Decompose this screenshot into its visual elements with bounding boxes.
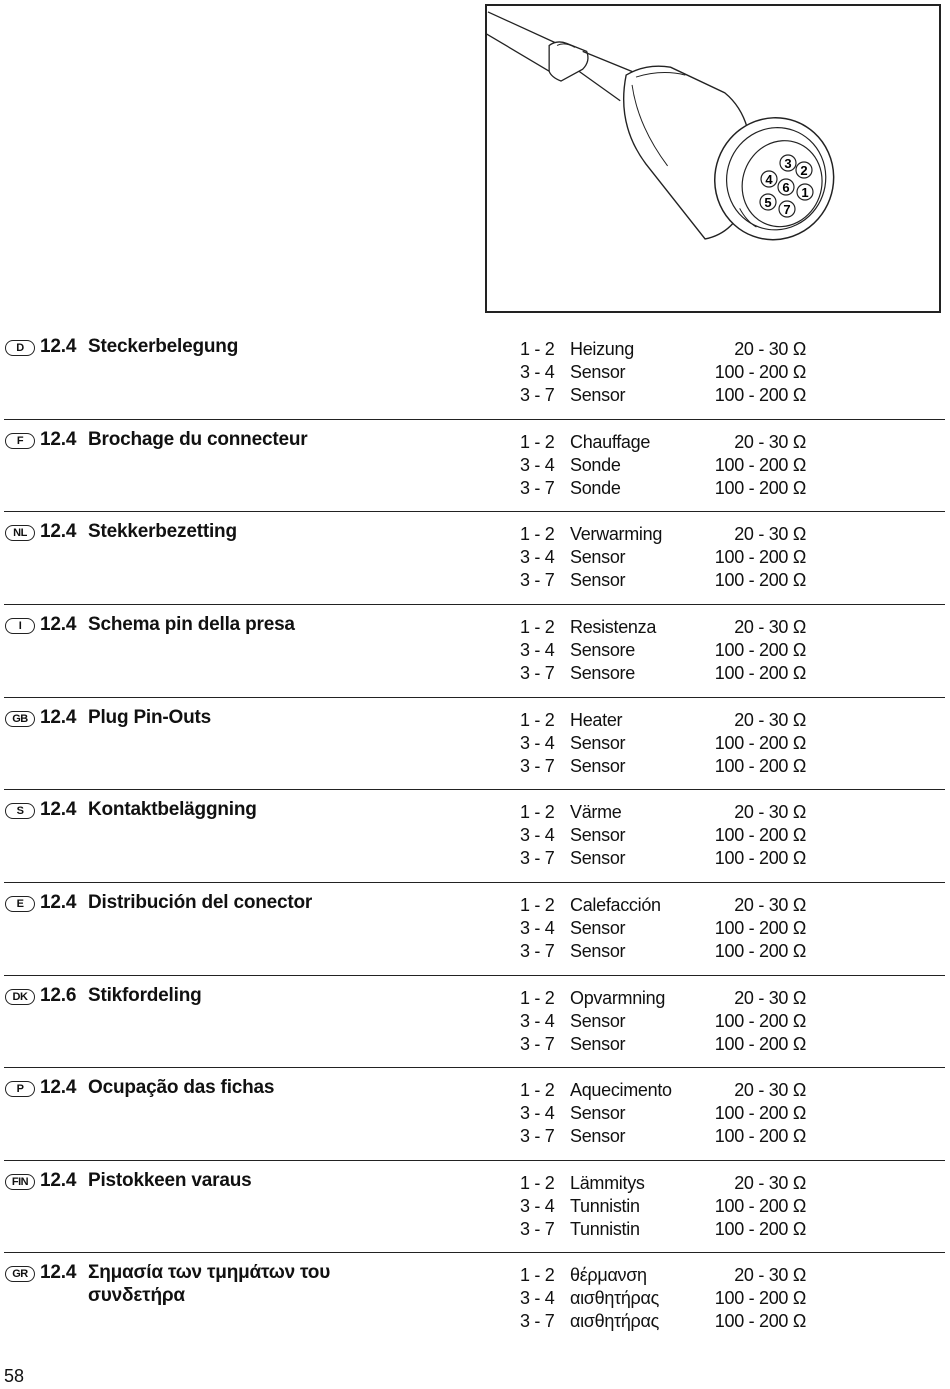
section-title: Plug Pin-Outs — [88, 707, 212, 728]
pin-pair: 1 - 2 — [520, 617, 555, 637]
component-name: Heizung — [570, 339, 634, 359]
pin-pair: 3 - 7 — [520, 1034, 555, 1054]
resistance-value: 100 - 200 Ω — [714, 1126, 806, 1146]
resistance-value: 100 - 200 Ω — [714, 1034, 806, 1054]
pin-pair: 1 - 2 — [520, 710, 555, 730]
section-heading — [40, 1170, 251, 1192]
section-heading — [40, 892, 312, 914]
component-name: Chauffage — [570, 432, 651, 452]
pin-pair: 3 - 4 — [520, 1011, 555, 1031]
language-badge: GB — [5, 711, 35, 727]
section-title: Σημασία των τμημάτων του — [88, 1262, 331, 1283]
resistance-value: 100 - 200 Ω — [714, 1103, 806, 1123]
component-name: θέρμανση — [570, 1265, 647, 1285]
section-number: 12.4 — [40, 429, 77, 450]
pin-pair: 3 - 4 — [520, 547, 555, 567]
pin-pair: 3 - 7 — [520, 941, 555, 961]
section-number: 12.4 — [40, 1262, 77, 1283]
pin-pair: 3 - 7 — [520, 1219, 555, 1239]
pin-pair: 3 - 7 — [520, 478, 555, 498]
resistance-value: 20 - 30 Ω — [734, 710, 806, 730]
language-badge: E — [5, 896, 35, 912]
section-number: 12.4 — [40, 1170, 77, 1191]
pin-pair: 1 - 2 — [520, 988, 555, 1008]
section-e — [0, 882, 945, 974]
component-name: Sonde — [570, 455, 621, 475]
language-badge: P — [5, 1081, 35, 1097]
resistance-value: 100 - 200 Ω — [714, 918, 806, 938]
pin-pair: 1 - 2 — [520, 1173, 555, 1193]
section-heading — [40, 1262, 331, 1306]
resistance-value: 20 - 30 Ω — [734, 524, 806, 544]
resistance-value: 20 - 30 Ω — [734, 802, 806, 822]
section-title-line2: συνδετήρα — [88, 1285, 185, 1306]
component-name: Sensor — [570, 362, 626, 382]
section-dk — [0, 975, 945, 1067]
section-title: Steckerbelegung — [88, 336, 239, 357]
resistance-value: 100 - 200 Ω — [714, 478, 806, 498]
pin-pair: 3 - 7 — [520, 570, 555, 590]
component-name: Sensor — [570, 848, 626, 868]
pin-pair: 3 - 4 — [520, 1103, 555, 1123]
pin-pair: 1 - 2 — [520, 802, 555, 822]
page-number: 58 — [4, 1366, 25, 1386]
divider — [4, 975, 945, 976]
pin-label: 3 — [784, 156, 792, 171]
section-heading — [40, 429, 307, 451]
section-s — [0, 789, 945, 881]
pin-pair: 3 - 4 — [520, 1196, 555, 1216]
section-f — [0, 419, 945, 511]
language-badge: DK — [5, 989, 35, 1005]
resistance-value: 100 - 200 Ω — [714, 570, 806, 590]
language-badge: I — [5, 618, 35, 634]
pin-pair: 3 - 4 — [520, 918, 555, 938]
pin-pair: 3 - 7 — [520, 385, 555, 405]
component-name: αισθητήρας — [570, 1288, 659, 1308]
component-name: Tunnistin — [570, 1219, 640, 1239]
component-name: Sensor — [570, 1034, 626, 1054]
resistance-value: 100 - 200 Ω — [714, 385, 806, 405]
component-name: Sensor — [570, 1103, 626, 1123]
pin-pair: 1 - 2 — [520, 895, 555, 915]
section-heading — [40, 521, 237, 543]
component-name: Sensor — [570, 385, 626, 405]
resistance-value: 20 - 30 Ω — [734, 988, 806, 1008]
resistance-value: 20 - 30 Ω — [734, 339, 806, 359]
resistance-value: 100 - 200 Ω — [714, 756, 806, 776]
divider — [4, 789, 945, 790]
section-title: Ocupação das fichas — [88, 1077, 275, 1098]
section-number: 12.4 — [40, 892, 77, 913]
divider — [4, 511, 945, 512]
section-heading — [40, 707, 211, 729]
component-name: αισθητήρας — [570, 1311, 659, 1331]
component-name: Sensor — [570, 825, 626, 845]
pin-pair: 3 - 4 — [520, 825, 555, 845]
pin-pair: 3 - 7 — [520, 1126, 555, 1146]
pin-label: 7 — [783, 202, 791, 217]
language-badge: NL — [5, 525, 35, 541]
pin-pair: 1 - 2 — [520, 1080, 555, 1100]
pin-pair: 3 - 4 — [520, 640, 555, 660]
section-number: 12.4 — [40, 1077, 77, 1098]
section-heading — [40, 1077, 274, 1099]
component-name: Resistenza — [570, 617, 657, 637]
section-gb — [0, 697, 945, 789]
component-name: Värme — [570, 802, 622, 822]
section-number: 12.4 — [40, 521, 77, 542]
pin-label: 2 — [800, 163, 808, 178]
pin-pair: 3 - 7 — [520, 756, 555, 776]
component-name: Sensor — [570, 570, 626, 590]
language-badge: D — [5, 340, 35, 356]
component-name: Heater — [570, 710, 623, 730]
component-name: Sensor — [570, 941, 626, 961]
section-title: Pistokkeen varaus — [88, 1170, 252, 1191]
resistance-value: 100 - 200 Ω — [714, 1196, 806, 1216]
section-number: 12.4 — [40, 336, 77, 357]
section-heading — [40, 985, 202, 1007]
component-name: Sensore — [570, 663, 635, 683]
resistance-value: 100 - 200 Ω — [714, 1288, 806, 1308]
section-gr — [0, 1252, 945, 1344]
pin-label: 4 — [765, 172, 773, 187]
section-number: 12.4 — [40, 707, 77, 728]
resistance-value: 20 - 30 Ω — [734, 617, 806, 637]
component-name: Sonde — [570, 478, 621, 498]
divider — [4, 604, 945, 605]
pin-pair: 3 - 4 — [520, 1288, 555, 1308]
pin-pair: 1 - 2 — [520, 524, 555, 544]
resistance-value: 100 - 200 Ω — [714, 547, 806, 567]
section-heading — [40, 336, 238, 358]
component-name: Lämmitys — [570, 1173, 645, 1193]
section-nl — [0, 511, 945, 603]
divider — [4, 882, 945, 883]
resistance-value: 20 - 30 Ω — [734, 1080, 806, 1100]
resistance-value: 20 - 30 Ω — [734, 432, 806, 452]
section-number: 12.4 — [40, 799, 77, 820]
divider — [4, 1252, 945, 1253]
resistance-value: 100 - 200 Ω — [714, 640, 806, 660]
section-fin — [0, 1160, 945, 1252]
divider — [4, 1160, 945, 1161]
resistance-value: 100 - 200 Ω — [714, 1219, 806, 1239]
component-name: Sensore — [570, 640, 635, 660]
pin-label: 1 — [801, 185, 809, 200]
pin-pair: 3 - 7 — [520, 848, 555, 868]
connector-illustration — [485, 4, 941, 313]
resistance-value: 100 - 200 Ω — [714, 848, 806, 868]
resistance-value: 100 - 200 Ω — [714, 733, 806, 753]
pin-pair: 1 - 2 — [520, 339, 555, 359]
pin-pair: 3 - 7 — [520, 1311, 555, 1331]
component-name: Sensor — [570, 547, 626, 567]
language-badge: GR — [5, 1266, 35, 1282]
component-name: Sensor — [570, 756, 626, 776]
section-number: 12.6 — [40, 985, 77, 1006]
pin-pair: 3 - 4 — [520, 362, 555, 382]
resistance-value: 20 - 30 Ω — [734, 1265, 806, 1285]
pin-pair: 1 - 2 — [520, 432, 555, 452]
component-name: Aquecimento — [570, 1080, 672, 1100]
pin-pair: 3 - 4 — [520, 733, 555, 753]
resistance-value: 100 - 200 Ω — [714, 825, 806, 845]
connector-drawing — [487, 6, 939, 311]
section-p — [0, 1067, 945, 1159]
section-d — [0, 326, 945, 418]
section-title: Stikfordeling — [88, 985, 202, 1006]
pin-label: 6 — [782, 180, 790, 195]
pin-pair: 3 - 7 — [520, 663, 555, 683]
component-name: Sensor — [570, 1011, 626, 1031]
divider — [4, 697, 945, 698]
pin-pair: 1 - 2 — [520, 1265, 555, 1285]
component-name: Sensor — [570, 733, 626, 753]
section-i — [0, 604, 945, 696]
component-name: Opvarmning — [570, 988, 666, 1008]
component-name: Calefacción — [570, 895, 661, 915]
section-heading — [40, 614, 295, 636]
language-badge: S — [5, 803, 35, 819]
resistance-value: 20 - 30 Ω — [734, 1173, 806, 1193]
section-title: Stekkerbezetting — [88, 521, 237, 542]
resistance-value: 100 - 200 Ω — [714, 362, 806, 382]
component-name: Sensor — [570, 1126, 626, 1146]
section-title: Brochage du connecteur — [88, 429, 308, 450]
resistance-value: 20 - 30 Ω — [734, 895, 806, 915]
resistance-value: 100 - 200 Ω — [714, 663, 806, 683]
section-title: Distribución del conector — [88, 892, 313, 913]
pin-layout — [754, 150, 816, 222]
divider — [4, 1067, 945, 1068]
section-number: 12.4 — [40, 614, 77, 635]
component-name: Verwarming — [570, 524, 663, 544]
language-badge: FIN — [5, 1174, 35, 1190]
section-title: Schema pin della presa — [88, 614, 295, 635]
pin-pair: 3 - 4 — [520, 455, 555, 475]
language-badge: F — [5, 433, 35, 449]
resistance-value: 100 - 200 Ω — [714, 941, 806, 961]
resistance-value: 100 - 200 Ω — [714, 455, 806, 475]
resistance-value: 100 - 200 Ω — [714, 1311, 806, 1331]
resistance-value: 100 - 200 Ω — [714, 1011, 806, 1031]
pin-label: 5 — [764, 195, 772, 210]
component-name: Tunnistin — [570, 1196, 640, 1216]
component-name: Sensor — [570, 918, 626, 938]
section-title: Kontaktbeläggning — [88, 799, 257, 820]
divider — [4, 419, 945, 420]
section-heading — [40, 799, 257, 821]
